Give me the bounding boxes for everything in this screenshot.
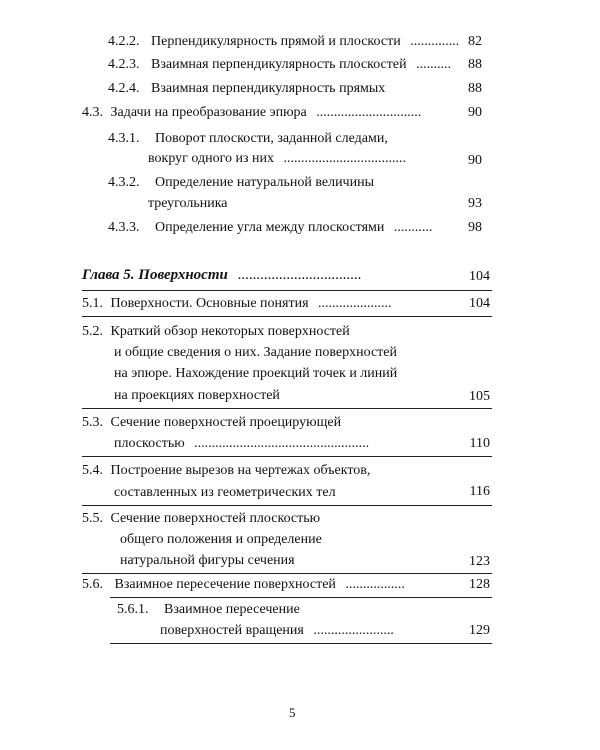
entry-title: Поверхности. Основные понятия [110,296,309,311]
toc-entry-5-3 [82,414,341,432]
entry-number: 5.3. [82,415,103,430]
entry-title: плоскостью [114,436,185,451]
entry-number: 4.3.2. [108,175,140,190]
leader-dots: ................................. [237,267,362,283]
entry-title: Взаимная перпендикулярность прямых [151,81,386,96]
toc-entry-5-5-cont1 [120,531,322,549]
entry-page: 88 [468,81,482,96]
divider [110,643,492,644]
entry-title: Перпендикулярность прямой и плоскости [151,34,401,49]
page-number: 5 [289,705,296,720]
entry-number: 5.5. [82,511,103,526]
toc-entry-5-4 [82,462,370,480]
entry-number: 4.3.3. [108,220,140,235]
entry-page: 128 [469,577,490,592]
entry-title: на проекциях поверхностей [114,388,280,403]
divider [82,505,492,506]
entry-title: треугольника [148,196,228,211]
divider [82,290,492,291]
entry-page: 116 [469,484,490,499]
leader-dots: .............................. [316,105,422,120]
toc-entry-5-6-1 [117,601,300,619]
toc-entry-5-2 [82,323,350,341]
toc-entry-5-3-cont [114,435,369,453]
divider [110,597,492,598]
leader-dots: ....................... [313,623,394,638]
entry-title: Поворот плоскости, заданной следами, [155,131,388,146]
toc-entry-4-3-1-cont [148,150,406,168]
divider [82,456,492,457]
toc-entry-4-3-2-cont [148,195,228,213]
toc-entry-4-2-3 [108,56,451,74]
toc-entry-5-2-cont3 [114,387,280,405]
toc-entry-4-3 [82,104,421,122]
toc-entry-4-3-1 [108,130,388,148]
entry-number: 4.3. [82,105,103,120]
entry-title: Определение угла между плоскостями [155,220,385,235]
leader-dots: ................................... [283,151,406,166]
entry-page: 104 [469,269,490,284]
entry-page: 93 [468,196,482,211]
entry-page: 88 [468,57,482,72]
entry-title: вокруг одного из них [148,151,274,166]
toc-entry-5-2-cont1 [114,344,397,362]
entry-title: Сечение поверхностей плоскостью [110,511,321,526]
leader-dots: ..................... [318,296,392,311]
entry-page: 110 [469,436,490,451]
leader-dots: ........... [393,220,433,235]
entry-title: Взаимная перпендикулярность плоскостей [151,57,407,72]
entry-title: Взаимное пересечение поверхностей [114,577,336,592]
toc-entry-5-2-cont2 [114,365,397,383]
entry-title: Сечение поверхностей проецирующей [110,415,342,430]
chapter-title: Глава 5. Поверхности [82,267,228,283]
entry-page: 123 [469,554,490,569]
entry-title: Построение вырезов на чертежах объектов, [110,463,371,478]
entry-title: на эпюре. Нахождение проекций точек и линий [114,366,398,381]
toc-entry-4-2-4 [108,80,391,98]
entry-number: 5.2. [82,324,103,339]
entry-number: 5.1. [82,296,103,311]
entry-page: 98 [468,220,482,235]
chapter-heading [82,266,361,284]
toc-entry-4-3-3 [108,219,432,237]
toc-entry-5-6-1-cont [160,622,394,640]
toc-entry-5-5 [82,510,320,528]
entry-title: натуральной фигуры сечения [120,553,295,568]
toc-entry-5-4-cont [114,484,342,502]
leader-dots: .................................................. [194,436,370,451]
entry-page: 105 [469,389,490,404]
leader-dots: ................. [345,577,405,592]
entry-title: общего положения и определение [120,532,322,547]
leader-dots: .............. [410,34,460,49]
entry-page: 90 [468,105,482,120]
entry-number: 4.2.4. [108,81,140,96]
entry-title: и общие сведения о них. Задание поверхностей [114,345,397,360]
toc-entry-4-3-2 [108,174,374,192]
entry-page: 90 [468,153,482,168]
toc-entry-5-6 [82,576,405,594]
entry-title: составленных из геометрических тел [114,485,336,500]
leader-dots: .......... [416,57,452,72]
entry-title: Краткий обзор некоторых поверхностей [110,324,350,339]
entry-number: 4.3.1. [108,131,140,146]
entry-page: 104 [469,296,490,311]
entry-number: 4.2.2. [108,34,140,49]
entry-page: 129 [469,623,490,638]
divider [82,408,492,409]
entry-number: 5.6. [82,577,103,592]
entry-number: 4.2.3. [108,57,140,72]
entry-number: 5.4. [82,463,103,478]
entry-number: 5.6.1. [117,602,149,617]
toc-entry-5-5-cont2 [120,552,295,570]
toc-entry-5-1 [82,295,392,313]
entry-page: 82 [468,34,482,49]
entry-title: поверхностей вращения [160,623,304,638]
entry-title: Определение натуральной величины [155,175,374,190]
toc-entry-4-2-2 [108,33,459,51]
divider [82,573,492,574]
divider [82,316,492,317]
entry-title: Задачи на преобразование эпюра [110,105,307,120]
entry-title: Взаимное пересечение [164,602,300,617]
